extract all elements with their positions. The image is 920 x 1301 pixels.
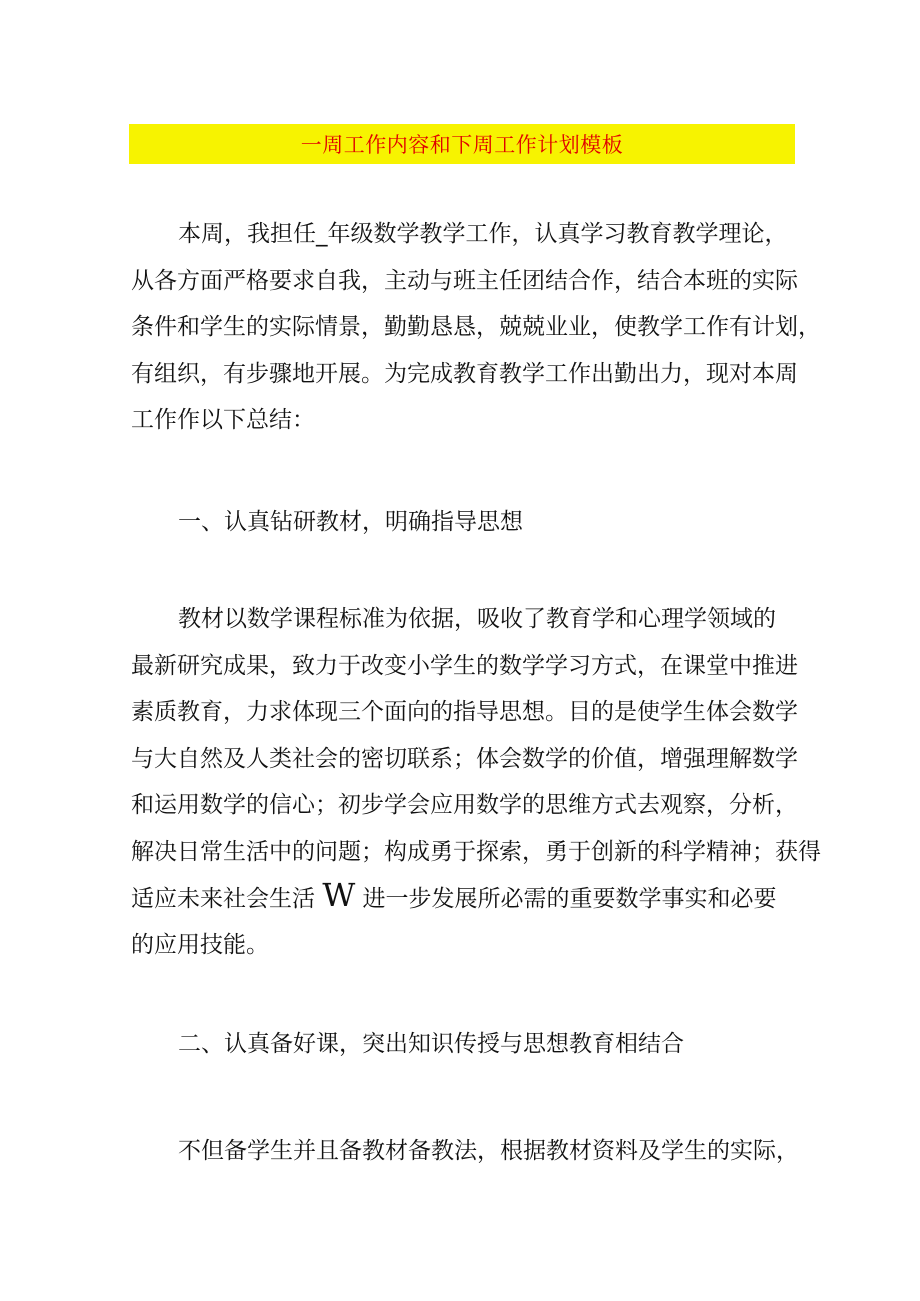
paragraph-line: 本周，我担任_年级数学教学工作，认真学习教育教学理论， (178, 221, 788, 247)
line-segment: 进一步发展所必需的重要数学事实和必要 (362, 885, 777, 912)
section-heading-1: 一、认真钻研教材，明确指导思想 (178, 509, 523, 535)
paragraph-line: 最新研究成果，致力于改变小学生的数学学习方式，在课堂中推进 (131, 652, 798, 679)
paragraph-line: 有组织，有步骤地开展。为完成教育教学工作出勤出力，现对本周 (131, 360, 798, 387)
paragraph-line: 从各方面严格要求自我，主动与班主任团结合作，结合本班的实际 (131, 267, 798, 294)
paragraph-line: 与大自然及人类社会的密切联系；体会数学的价值，增强理解数学 (131, 745, 798, 772)
line-segment: 适应未来社会生活 (131, 885, 315, 912)
section2-paragraph (131, 1128, 811, 1175)
section1-paragraph (131, 596, 821, 969)
intro-paragraph (131, 211, 821, 444)
paragraph-line: 的应用技能。 (131, 932, 269, 959)
paragraph-line: 解决日常生活中的问题；构成勇于探索，勇于创新的科学精神；获得 (131, 838, 821, 865)
title-highlight (129, 124, 795, 164)
paragraph-line: 工作作以下总结： (131, 407, 315, 434)
paragraph-line: 教材以数学课程标准为依据，吸收了教育学和心理学领域的 (178, 606, 776, 632)
paragraph-line: 素质教育，力求体现三个面向的指导思想。目的是使学生体会数学 (131, 699, 798, 726)
paragraph-line: 不但备学生并且备教材备教法，根据教材资料及学生的实际， (178, 1138, 799, 1164)
stray-w-glyph: W (322, 875, 356, 914)
section-heading-2: 二、认真备好课，突出知识传授与思想教育相结合 (178, 1031, 684, 1057)
paragraph-line: 条件和学生的实际情景，勤勤恳恳，兢兢业业，使教学工作有计划， (131, 314, 821, 341)
document-title: 一周工作内容和下周工作计划模板 (300, 133, 624, 157)
paragraph-line-with-w (131, 876, 811, 923)
paragraph-line: 和运用数学的信心；初步学会应用数学的思维方式去观察，分析， (131, 792, 798, 819)
